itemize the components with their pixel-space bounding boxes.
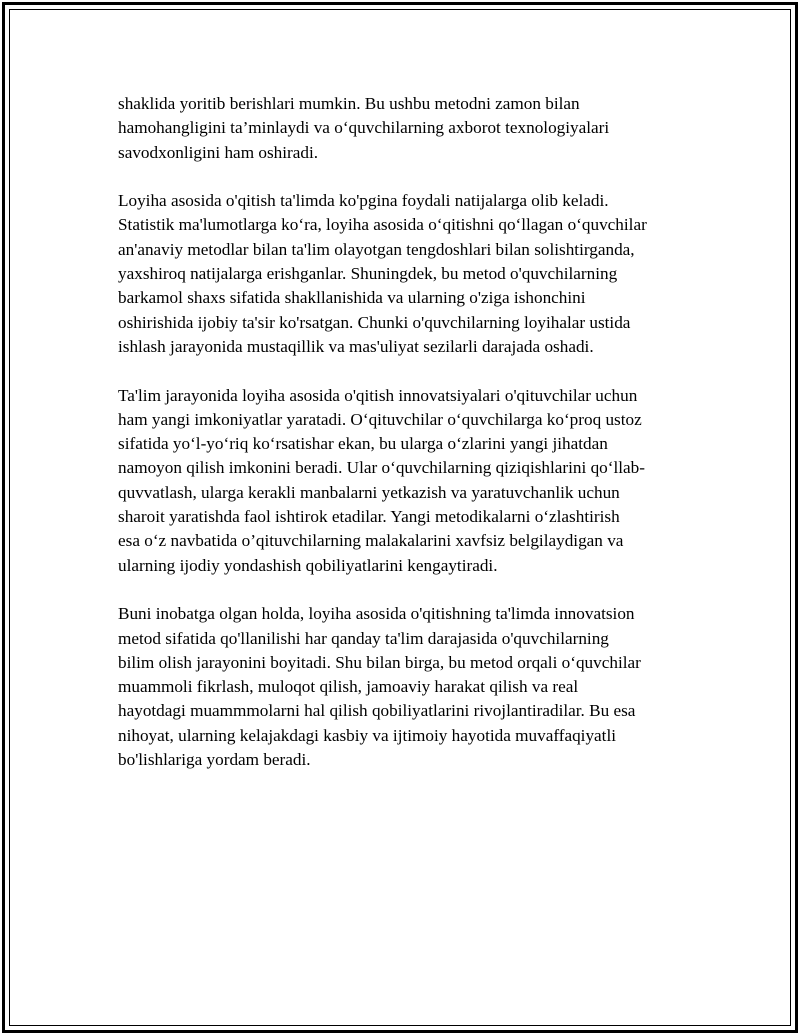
text-line: namoyon qilish imkonini beradi. Ular o‘quvchilarning qiziqishlarini qo‘llab- bbox=[118, 458, 645, 478]
text-line: an'anaviy metodlar bilan ta'lim olayotgan tengdoshlari bilan solishtirganda, bbox=[118, 239, 635, 259]
text-line: sharoit yaratishda faol ishtirok etadilar. Yangi metodikalarni o‘zlashtirish bbox=[118, 507, 620, 527]
paragraph-3 bbox=[118, 384, 698, 578]
text-line: nihoyat, ularning kelajakdagi kasbiy va ijtimoiy hayotida muvaffaqiyatli bbox=[118, 725, 617, 745]
text-line: oshirishida ijobiy ta'sir ko'rsatgan. Chunki o'quvchilarning loyihalar ustida bbox=[118, 312, 631, 332]
text-line: ham yangi imkoniyatlar yaratadi. O‘qituvchilar o‘quvchilarga ko‘proq ustoz bbox=[118, 409, 642, 429]
text-line: ishlash jarayonida mustaqillik va mas'uliyat sezilarli darajada oshadi. bbox=[118, 336, 594, 356]
paragraph-1 bbox=[118, 92, 698, 165]
text-line: bo'lishlariga yordam beradi. bbox=[118, 750, 311, 770]
text-line: ularning ijodiy yondashish qobiliyatlarini kengaytiradi. bbox=[118, 555, 498, 575]
text-line: muammoli fikrlash, muloqot qilish, jamoaviy harakat qilish va real bbox=[118, 677, 579, 697]
text-line: Statistik ma'lumotlarga ko‘ra, loyiha asosida o‘qitishni qo‘llagan o‘quvchilar bbox=[118, 215, 647, 235]
text-line: savodxonligini ham oshiradi. bbox=[118, 142, 319, 162]
text-line: Loyiha asosida o'qitish ta'limda ko'pgina foydali natijalarga olib keladi. bbox=[118, 191, 609, 211]
text-line: hamohangligini ta’minlaydi va o‘quvchilarning axborot texnologiyalari bbox=[118, 118, 610, 138]
paragraph-2 bbox=[118, 189, 698, 359]
text-line: quvvatlash, ularga kerakli manbalarni yetkazish va yaratuvchanlik uchun bbox=[118, 482, 620, 502]
text-line: shaklida yoritib berishlari mumkin. Bu ushbu metodni zamon bilan bbox=[118, 94, 580, 113]
text-line: esa o‘z navbatida o’qituvchilarning malakalarini xavfsiz belgilaydigan va bbox=[118, 531, 624, 551]
document-body bbox=[118, 92, 698, 797]
text-line: bilim olish jarayonini boyitadi. Shu bilan birga, bu metod orqali o‘quvchilar bbox=[118, 652, 641, 672]
text-line: Buni inobatga olgan holda, loyiha asosida o'qitishning ta'limda innovatsion bbox=[118, 604, 635, 624]
text-line: sifatida yo‘l-yo‘riq ko‘rsatishar ekan, bu ularga o‘zlarini yangi jihatdan bbox=[118, 434, 608, 454]
text-line: barkamol shaxs sifatida shakllanishida va ularning o'ziga ishonchini bbox=[118, 288, 586, 308]
text-line: Ta'lim jarayonida loyiha asosida o'qitish innovatsiyalari o'qituvchilar uchun bbox=[118, 385, 638, 405]
text-line: hayotdagi muammmolarni hal qilish qobiliyatlarini rivojlantiradilar. Bu esa bbox=[118, 701, 636, 721]
paragraph-4 bbox=[118, 602, 698, 772]
text-line: metod sifatida qo'llanilishi har qanday ta'lim darajasida o'quvchilarning bbox=[118, 628, 609, 648]
text-line: yaxshiroq natijalarga erishganlar. Shuningdek, bu metod o'quvchilarning bbox=[118, 264, 618, 284]
